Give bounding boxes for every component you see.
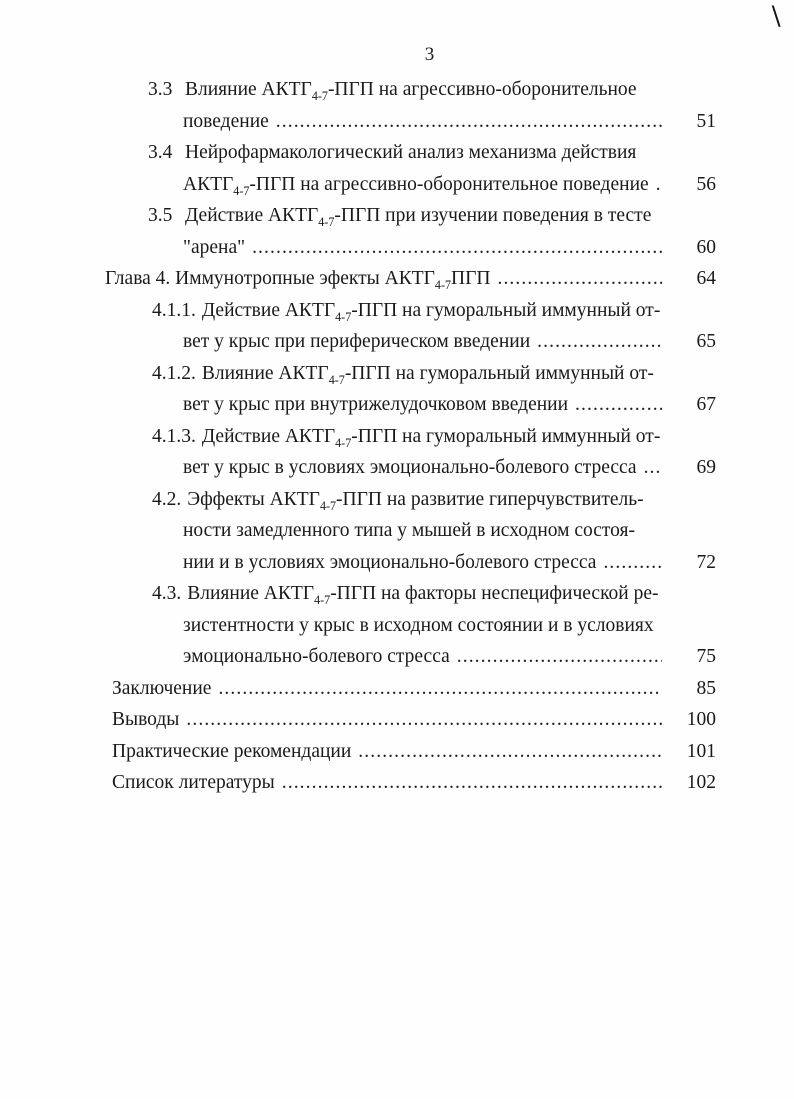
dot-leader (603, 547, 662, 579)
toc-line (183, 610, 716, 642)
toc-line (112, 767, 716, 799)
dot-leader (497, 263, 662, 295)
toc-page-number: 101 (686, 740, 716, 762)
toc-line (183, 515, 716, 547)
toc-page-number: 67 (696, 394, 716, 415)
toc-entry (152, 421, 716, 484)
toc-entry-text: Заключение (112, 677, 212, 699)
toc-entry-text: Влияние $АКТГ_{4-7}$-ПГП на агрессивно-оборонительное (185, 79, 637, 103)
toc-entry-text: вет у крыс при периферическом введении (183, 331, 531, 352)
toc-entry-number: 4.1.1. (152, 299, 196, 321)
toc-line (112, 704, 716, 736)
dot-leader (358, 736, 662, 768)
toc-line (183, 169, 716, 201)
toc-line (152, 421, 716, 453)
toc-entry-text: Действие $АКТГ_{4-7}$-ПГП на гуморальный иммунный от- (201, 425, 661, 450)
dot-leader (656, 169, 662, 201)
toc-entry (152, 578, 716, 673)
toc-entry-text: Влияние $АКТГ_{4-7}$-ПГП на гуморальный иммунный от- (201, 362, 654, 387)
toc-page-number: 60 (696, 236, 716, 258)
toc-line (183, 326, 716, 358)
toc-entry-text: ности замедленного типа у мышей в исходном состоя- (183, 520, 636, 541)
toc-page-number: 100 (686, 709, 716, 730)
toc-entry (148, 74, 716, 137)
toc-line (183, 389, 716, 421)
toc-entry (152, 484, 716, 579)
toc-entry-number: 4.2. (152, 488, 182, 510)
toc-line (152, 578, 716, 610)
dot-leader (457, 641, 662, 673)
toc-line (112, 736, 716, 768)
toc-page-number: 75 (696, 646, 716, 667)
toc-line (148, 74, 716, 106)
toc-entry (105, 263, 716, 295)
toc-entry (148, 200, 716, 263)
toc-page-number: 69 (696, 457, 716, 478)
toc-entry-text: Глава 4. Иммунотропные эфекты $АКТГ_{4-7}ПГП$ (105, 268, 491, 292)
dot-leader (218, 673, 662, 705)
toc-entry-text: Нейрофармакологический анализ механизма действия (185, 142, 637, 163)
toc-line (148, 137, 716, 169)
toc-entry-text: зистентности у крыс в исходном состоянии и в условиях (183, 614, 654, 636)
toc-line (152, 484, 716, 516)
toc-entry-text: эмоционально-болевого стресса (183, 646, 450, 667)
toc-entry-text: вет у крыс при внутрижелудочковом введении (183, 394, 569, 415)
toc-line (148, 200, 716, 232)
dot-leader (575, 389, 662, 421)
toc-entry-number: 4.1.3. (152, 425, 196, 447)
toc-line (152, 295, 716, 327)
toc-entry-text: $АКТГ_{4-7}$-ПГП на агрессивно-оборонительное поведение (183, 173, 649, 198)
toc-entry-text: Влияние $АКТГ_{4-7}$-ПГП на факторы неспецифической ре- (187, 583, 659, 607)
toc-entry-text: поведение (183, 110, 269, 132)
dot-leader (186, 704, 662, 736)
toc-page-number: 56 (696, 173, 716, 195)
toc-page-number: 72 (696, 551, 716, 573)
scan-corner-mark: \ (772, 0, 781, 34)
toc-entry-number: 3.5 (148, 205, 173, 226)
toc-entry (112, 673, 716, 705)
toc-entry-number: 4.1.2. (152, 362, 196, 384)
toc-page-number: 51 (696, 110, 716, 132)
toc-page-number: 102 (686, 772, 716, 793)
toc-line (112, 673, 716, 705)
toc-line (183, 641, 716, 673)
toc-entry-number: 3.4 (148, 142, 173, 163)
dot-leader (252, 232, 662, 264)
toc-entry (112, 704, 716, 736)
toc-entry-text: Выводы (112, 709, 180, 730)
toc-line (183, 452, 716, 484)
toc-entry (112, 736, 716, 768)
dot-leader (537, 326, 662, 358)
toc-entry-text: вет у крыс в условиях эмоционально-болевого стресса (183, 457, 637, 478)
toc-page-number: 64 (696, 268, 716, 289)
toc-entry (148, 137, 716, 200)
toc-list (105, 74, 716, 799)
toc-entry-text: Эффекты $АКТГ_{4-7}$-ПГП на развитие гиперчувствитель- (187, 488, 644, 513)
toc-page-number: 85 (696, 677, 716, 699)
toc-entry-text: нии и в условиях эмоционально-болевого стресса (183, 551, 597, 573)
toc-line (152, 358, 716, 390)
toc-entry-text: Действие $АКТГ_{4-7}$-ПГП на гуморальный иммунный от- (201, 299, 661, 324)
toc-entry (152, 358, 716, 421)
toc-entry-text: Действие $АКТГ_{4-7}$-ПГП при изучении поведения в тесте (185, 205, 652, 229)
toc-line (183, 106, 716, 138)
toc-entry (112, 767, 716, 799)
dot-leader (282, 767, 662, 799)
toc-entry-text: Практические рекомендации (112, 740, 352, 762)
toc-line (183, 547, 716, 579)
page-number-header: 3 (424, 44, 436, 65)
toc-page-number: 65 (696, 331, 716, 352)
toc-entry (152, 295, 716, 358)
dot-leader (644, 452, 662, 484)
toc-entry-number: 3.3 (148, 79, 173, 100)
toc-line (183, 232, 716, 264)
toc-entry-number: 4.3. (152, 583, 182, 604)
toc-entry-text: Список литературы (112, 772, 275, 793)
dot-leader (276, 106, 662, 138)
toc-entry-text: "арена" (183, 236, 246, 258)
toc-line (105, 263, 716, 295)
